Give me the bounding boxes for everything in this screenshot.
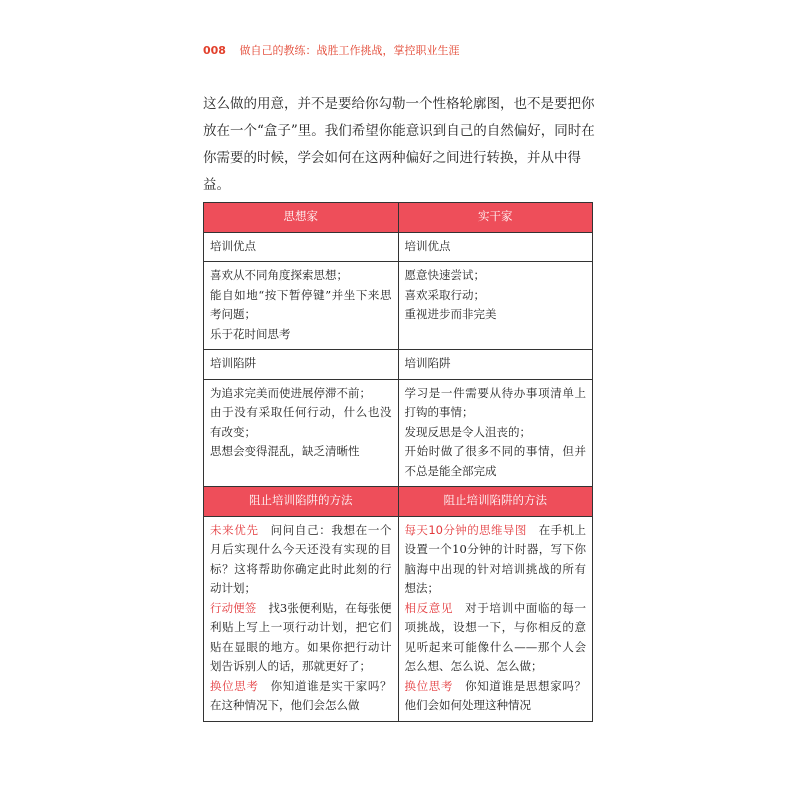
- pitfalls-label-thinker: 培训陷阱: [204, 350, 399, 380]
- method-item: [405, 677, 587, 716]
- list-item: 为追求完美而使进展停滞不前；: [210, 385, 371, 400]
- strengths-label-thinker: 培训优点: [204, 232, 399, 262]
- list-item: 开始时做了很多不同的事情，但并不总是能全部完成: [404, 444, 586, 478]
- method-item: [210, 677, 392, 716]
- method-title: 相反意见: [404, 600, 454, 615]
- strengths-label-doer: 培训优点: [398, 232, 593, 262]
- method-title: 行动便签: [210, 600, 257, 615]
- pitfalls-row: [204, 379, 593, 487]
- pitfalls-label-doer: 培训陷阱: [398, 350, 593, 380]
- method-text: 找3张便利贴，在每张便利贴上写上一项行动计划，把它们贴在显眼的地方。如果你把行动计划告诉别人的话，那就更好了；: [210, 600, 392, 673]
- methods-thinker: [204, 516, 399, 721]
- pitfalls-doer: [398, 379, 593, 487]
- method-text: 你知道谁是实干家吗？在这种情况下，他们会怎么做: [210, 678, 392, 712]
- method-text: 你知道谁是思想家吗？他们会如何处理这种情况: [404, 678, 587, 712]
- methods-header-row: [204, 487, 593, 517]
- list-item: 喜欢采取行动；: [404, 287, 485, 302]
- methods-label-doer: 阻止培训陷阱的方法: [398, 487, 593, 517]
- strengths-doer: [398, 262, 593, 350]
- methods-doer: [398, 516, 593, 721]
- thinker-doer-table: [203, 202, 593, 722]
- list-item: 发现反思是令人沮丧的；: [404, 424, 531, 439]
- list-item: 思想会变得混乱，缺乏清晰性: [210, 444, 360, 458]
- methods-row: [204, 516, 593, 721]
- list-item: 乐于花时间思考: [210, 326, 291, 341]
- list-item: 喜欢从不同角度探索思想；: [210, 268, 348, 282]
- method-title: 未来优先: [210, 522, 259, 537]
- method-item: [210, 599, 392, 677]
- list-item: 愿意快速尝试；: [404, 268, 485, 282]
- list-item: 能自如地“按下暂停键”并坐下来思考问题；: [210, 287, 392, 321]
- method-item: [210, 521, 392, 599]
- running-header: [203, 42, 459, 58]
- pitfalls-thinker: [204, 379, 399, 487]
- column-header-thinker: 思想家: [204, 203, 399, 233]
- method-item: [405, 521, 587, 599]
- list-item: 学习是一件需要从待办事项清单上打钩的事情；: [404, 385, 586, 419]
- column-header-doer: 实干家: [398, 203, 593, 233]
- method-text: 在手机上设置一个10分钟的计时器，写下你脑海中出现的针对培训挑战的所有想法；: [404, 522, 587, 595]
- pitfalls-label-row: [204, 350, 593, 380]
- list-item: 重视进步而非完美: [404, 307, 497, 321]
- list-item: 由于没有采取任何行动，什么也没有改变；: [210, 405, 392, 439]
- page-number: 008: [203, 44, 226, 57]
- strengths-label-row: [204, 232, 593, 262]
- table-header-row: [204, 203, 593, 233]
- method-title: 每天10分钟的思维导图: [404, 522, 527, 537]
- method-text: 问问自己：我想在一个月后实现什么今天还没有实现的目标？这将帮助你确定此时此刻的行动计划；: [210, 522, 392, 595]
- intro-section: [203, 91, 598, 199]
- method-title: 换位思考: [210, 678, 259, 693]
- method-text: 对于培训中面临的每一项挑战，设想一下，与你相反的意见听起来可能像什么——那个人会怎么想、怎么说、怎么做；: [404, 600, 587, 673]
- intro-paragraph: 这么做的用意，并不是要给你勾勒一个性格轮廓图，也不是要把你放在一个“盒子”里。我们希望你能意识到自己的自然偏好，同时在你需要的时候，学会如何在这两种偏好之间进行转换，并从中得益。: [203, 96, 595, 193]
- method-title: 换位思考: [404, 678, 454, 693]
- strengths-row: [204, 262, 593, 350]
- book-title: 做自己的教练：战胜工作挑战，掌控职业生涯: [239, 44, 460, 57]
- methods-label-thinker: 阻止培训陷阱的方法: [204, 487, 399, 517]
- method-item: [405, 599, 587, 677]
- strengths-thinker: [204, 262, 399, 350]
